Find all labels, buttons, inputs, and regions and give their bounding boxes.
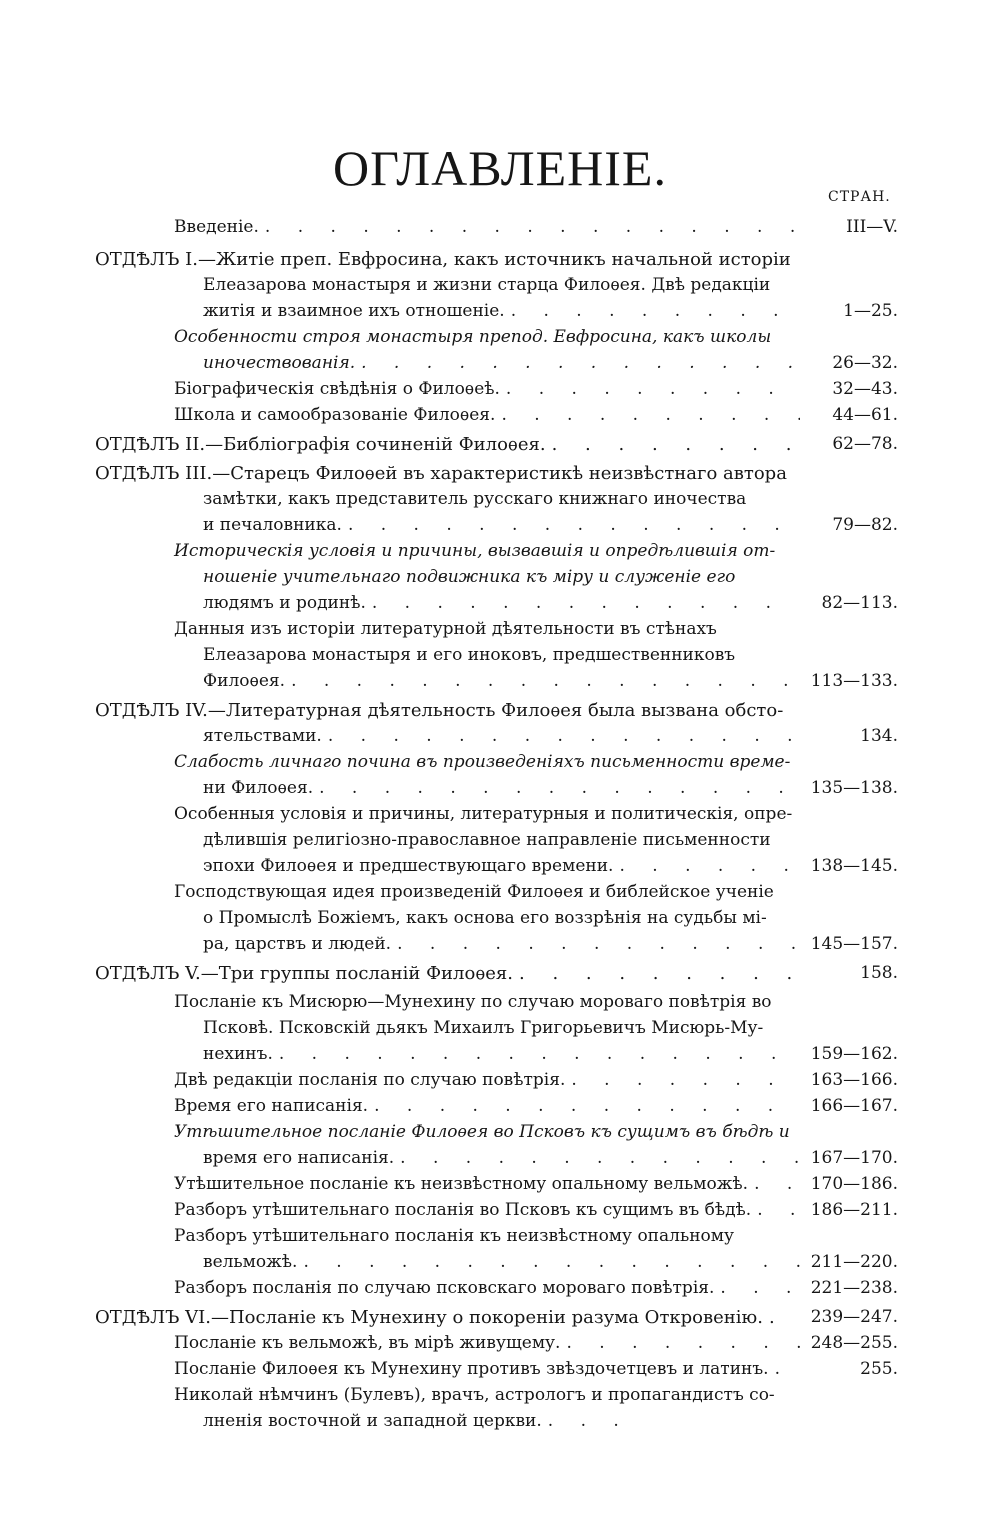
toc-entry-text: Разборъ посланія по случаю псковскаго мороваго повѣтрія. [174, 1278, 715, 1298]
toc-line [203, 1249, 800, 1276]
toc-line [174, 214, 800, 241]
toc-entry-text: время его написанія. [203, 1148, 395, 1168]
toc-page-number: 170—186. [810, 1174, 898, 1194]
toc-line [95, 697, 783, 724]
toc-line [174, 616, 717, 643]
dot-leader [763, 1304, 800, 1331]
toc-page-number: 239—247. [810, 1307, 898, 1327]
toc-page-number: 145—157. [810, 934, 898, 954]
toc-entry-text: Посланіе къ вельможѣ, въ мірѣ живущему. [174, 1333, 561, 1353]
toc-entry-text: нехинъ. [203, 1044, 273, 1064]
toc-line [174, 376, 800, 403]
toc-line [203, 668, 800, 695]
toc-entry-text: ОТДѢЛЪ I.—Житіе преп. Евфросина, какъ источникъ начальной исторіи [95, 249, 791, 270]
toc-entry-text: Слабость личнаго почина въ произведеніяхъ письменности време- [174, 752, 791, 772]
dot-leader [342, 512, 800, 539]
toc-page-number: 248—255. [810, 1333, 898, 1353]
toc-entry-text: Утѣшительное посланіе къ неизвѣстному опальному вельможѣ. [174, 1174, 749, 1194]
toc-line [174, 879, 774, 906]
toc-entry-text: Посланіе Филоѳея къ Мунехину противъ звѣздочетцевъ и латинъ. [174, 1359, 769, 1379]
toc-line [174, 1330, 800, 1357]
toc-line [174, 749, 790, 776]
toc-line [203, 905, 767, 932]
dot-leader [273, 1041, 800, 1068]
toc-page-number: 82—113. [821, 593, 898, 613]
toc-line [203, 1015, 763, 1042]
page-title: ОГЛАВЛЕНІЕ. [333, 140, 667, 196]
dot-leader [769, 1356, 800, 1383]
dot-leader [505, 298, 800, 325]
toc-page-number: 79—82. [832, 515, 898, 535]
toc-entry-text: людямъ и родинѣ. [203, 593, 366, 613]
toc-entry-text: Разборъ утѣшительнаго посланія во Псковъ къ сущимъ въ бѣдѣ. [174, 1200, 752, 1220]
toc-line [174, 538, 775, 565]
toc-entry-text: Біографическія свѣдѣнія о Филоѳеѣ. [174, 379, 500, 399]
toc-line [203, 642, 735, 669]
dot-leader [366, 590, 800, 617]
dot-leader [297, 1249, 800, 1276]
toc-line [174, 1356, 800, 1383]
dot-leader [565, 1067, 800, 1094]
toc-line [174, 1223, 734, 1250]
toc-line [95, 431, 800, 458]
dot-leader [355, 350, 800, 377]
toc-entry-text: Николай нѣмчинъ (Булевъ), врачъ, астрологъ и пропагандистъ со- [174, 1385, 775, 1405]
toc-entry-text: Утѣшительное посланіе Филоѳея во Псковъ къ сущимъ въ бѣдѣ и [174, 1122, 790, 1142]
dot-leader [259, 214, 800, 241]
toc-entry-text: Псковѣ. Псковскій дьякъ Михаилъ Григорьевичъ Мисюрь-Му- [203, 1018, 764, 1038]
toc-line [174, 1067, 800, 1094]
toc-line [203, 1041, 800, 1068]
dot-leader [513, 960, 800, 987]
toc-entry-text: дѣлившія религіозно-православное направленіе письменности [203, 830, 771, 850]
toc-entry-text: вельможѣ. [203, 1252, 298, 1272]
toc-line [174, 1197, 800, 1224]
dot-leader [285, 668, 800, 695]
toc-page-number: 211—220. [810, 1252, 898, 1272]
toc-page-number: 113—133. [810, 671, 898, 691]
toc-page-number: 186—211. [810, 1200, 898, 1220]
toc-line [174, 1171, 800, 1198]
dot-leader [546, 431, 800, 458]
toc-entry-text: Двѣ редакціи посланія по случаю повѣтрія. [174, 1070, 566, 1090]
toc-line [95, 1304, 800, 1331]
toc-page-number: 221—238. [810, 1278, 898, 1298]
toc-page-number: 158. [860, 963, 898, 983]
toc-entry-text: о Промыслѣ Божіемъ, какъ основа его воззрѣнія на судьбы мі- [203, 908, 767, 928]
toc-line [174, 801, 792, 828]
toc-line [174, 1093, 800, 1120]
toc-line [203, 1408, 640, 1435]
toc-line [203, 827, 771, 854]
toc-entry-text: Данныя изъ исторіи литературной дѣятельности въ стѣнахъ [174, 619, 717, 639]
toc-entry-text: замѣтки, какъ представитель русскаго книжнаго иночества [203, 489, 747, 509]
dot-leader [613, 853, 800, 880]
toc-entry-text: ОТДѢЛЪ VI.—Посланіе къ Мунехину о покореніи разума Откровенію. [95, 1307, 763, 1328]
dot-leader [751, 1197, 800, 1224]
toc-page-number: 255. [860, 1359, 898, 1379]
page-column-header: СТРАН. [828, 189, 891, 205]
toc-page-number: 134. [860, 726, 898, 746]
toc-page-number: 166—167. [810, 1096, 898, 1116]
toc-page-number: 1—25. [843, 301, 898, 321]
toc-entry-text: ОТДѢЛЪ III.—Старецъ Филоѳей въ характеристикѣ неизвѣстнаго автора [95, 463, 787, 484]
dot-leader [368, 1093, 800, 1120]
toc-line [203, 1145, 800, 1172]
toc-page-number: 138—145. [810, 856, 898, 876]
dot-leader [391, 931, 800, 958]
dot-leader [500, 376, 800, 403]
toc-entry-text: ра, царствъ и людей. [203, 934, 392, 954]
toc-line [174, 402, 800, 429]
toc-entry-text: Елеазарова монастыря и его иноковъ, предшественниковъ [203, 645, 736, 665]
toc-entry-text: Посланіе къ Мисюрю—Мунехину по случаю моровaго повѣтрія во [174, 992, 772, 1012]
toc-page-number: 26—32. [832, 353, 898, 373]
toc-line [174, 1275, 800, 1302]
toc-entry-text: ОТДѢЛЪ V.—Три группы посланій Филоѳея. [95, 963, 513, 984]
toc-line [203, 723, 800, 750]
toc-line [203, 486, 746, 513]
toc-line [174, 1382, 775, 1409]
toc-entry-text: эпохи Филоѳея и предшествующаго времени. [203, 856, 614, 876]
toc-entry-text: Введеніе. [174, 217, 259, 237]
toc-page-number: III—V. [846, 217, 898, 237]
dot-leader [322, 723, 800, 750]
toc-entry-text: Елеазарова монастыря и жизни старца Филоѳея. Двѣ редакціи [203, 275, 771, 295]
toc-line [203, 590, 800, 617]
toc-entry-text: ОТДѢЛЪ IV.—Литературная дѣятельность Филоѳея была вызвана обсто- [95, 700, 784, 721]
dot-leader [714, 1275, 800, 1302]
dot-leader [313, 775, 800, 802]
toc-page-number: 167—170. [810, 1148, 898, 1168]
toc-line [203, 298, 800, 325]
toc-page-number: 44—61. [832, 405, 898, 425]
toc-line [174, 324, 771, 351]
toc-line [95, 460, 787, 487]
toc-line [95, 246, 791, 273]
toc-entry-text: Историческія условія и причины, вызвавшія и опредѣлившія от- [174, 541, 776, 561]
toc-line [203, 350, 800, 377]
toc-line [203, 512, 800, 539]
toc-entry-text: иночествованія. [203, 353, 356, 373]
toc-page-number: 163—166. [810, 1070, 898, 1090]
toc-entry-text: ношеніе учительнаго подвижника къ міру и служеніе его [203, 567, 736, 587]
toc-line [203, 931, 800, 958]
toc-line [174, 1119, 790, 1146]
toc-line [95, 960, 800, 987]
toc-entry-text: лненія восточной и западной церкви. [203, 1411, 542, 1431]
toc-entry-text: Школа и самообразованіе Филоѳея. [174, 405, 496, 425]
dot-leader [394, 1145, 800, 1172]
toc-line [203, 853, 800, 880]
toc-entry-text: Разборъ утѣшительнаго посланія къ неизвѣстному опальному [174, 1226, 734, 1246]
toc-entry-text: ни Филоѳея. [203, 778, 314, 798]
dot-leader [542, 1408, 640, 1435]
toc-line [203, 272, 770, 299]
dot-leader [748, 1171, 800, 1198]
toc-page-number: 62—78. [832, 434, 898, 454]
toc-entry-text: Филоѳея. [203, 671, 286, 691]
toc-line [174, 989, 772, 1016]
toc-entry-text: Время его написанія. [174, 1096, 369, 1116]
toc-page-number: 32—43. [832, 379, 898, 399]
dot-leader [495, 402, 800, 429]
toc-entry-text: Особенности строя монастыря препод. Евфросина, какъ школы [174, 327, 772, 347]
toc-entry-text: Особенныя условія и причины, литературныя и политическія, опре- [174, 804, 793, 824]
toc-entry-text: Господствующая идея произведеній Филоѳея и библейское ученіе [174, 882, 774, 902]
toc-entry-text: ОТДѢЛЪ II.—Библіографія сочиненій Филоѳея. [95, 434, 546, 455]
toc-entry-text: и печаловника. [203, 515, 342, 535]
toc-entry-text: ятельствами. [203, 726, 322, 746]
toc-page-number: 135—138. [810, 778, 898, 798]
toc-line [203, 775, 800, 802]
dot-leader [560, 1330, 800, 1357]
toc-page-number: 159—162. [810, 1044, 898, 1064]
toc-entry-text: житія и взаимное ихъ отношеніе. [203, 301, 505, 321]
toc-line [203, 564, 735, 591]
